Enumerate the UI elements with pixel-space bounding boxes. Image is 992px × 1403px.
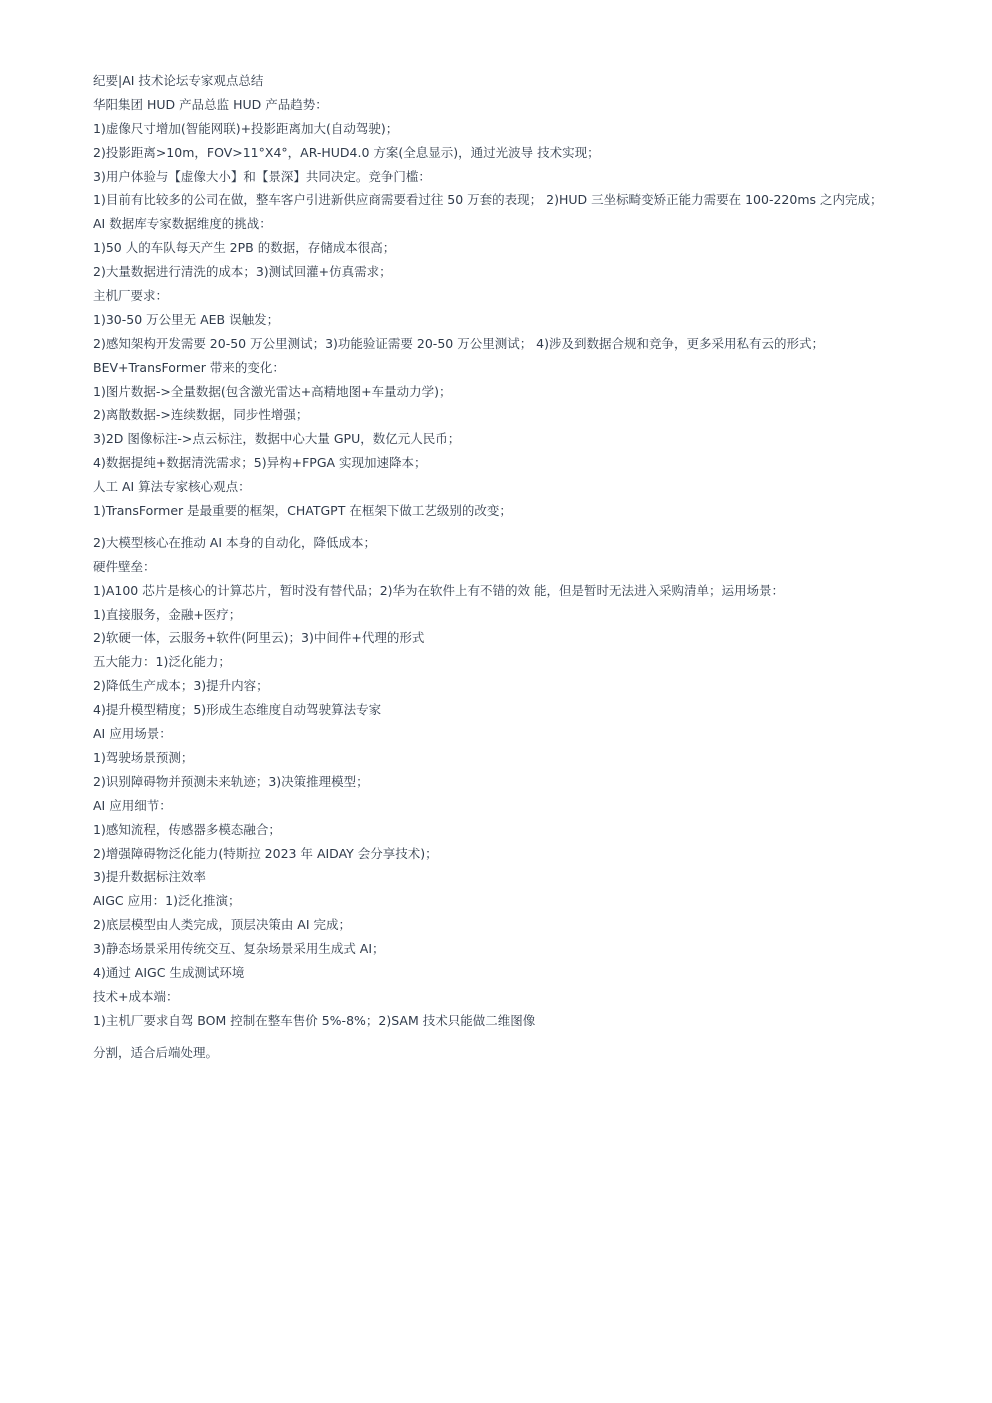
section-heading-oem: 主机厂要求： bbox=[93, 288, 169, 304]
text-line: 1)50 人的车队每天产生 2PB 的数据，存储成本很高； bbox=[93, 240, 396, 256]
section-heading-hardware: 硬件壁垒： bbox=[93, 558, 156, 574]
document-title: 纪要|AI 技术论坛专家观点总结 bbox=[93, 73, 264, 88]
section-heading-ai-details: AI 应用细节： bbox=[93, 797, 172, 813]
text-line: 1)目前有比较多的公司在做，整车客户引进新供应商需要看过往 50 万套的表现； 2)HUD 三坐标畸变矫正能力需要在 100-220ms 之内完成； bbox=[93, 192, 883, 208]
text-line: 4)数据提纯+数据清洗需求；5)异构+FPGA 实现加速降本； bbox=[93, 455, 427, 471]
text-line: 2)离散数据->连续数据，同步性增强； bbox=[93, 407, 309, 423]
text-line: 1)驾驶场景预测； bbox=[93, 749, 194, 765]
section-heading-five-abilities: 五大能力：1)泛化能力； bbox=[93, 654, 231, 670]
text-line: 4)通过 AIGC 生成测试环境 bbox=[93, 964, 245, 980]
text-line: 1)图片数据->全量数据(包含激光雷达+高精地图+车量动力学)； bbox=[93, 383, 452, 399]
section-heading-ai-scenarios: AI 应用场景： bbox=[93, 726, 172, 742]
text-line: 1)A100 芯片是核心的计算芯片，暂时没有替代品；2)华为在软件上有不错的效 能，但是暂时无法进入采购清单；运用场景： bbox=[93, 582, 785, 598]
text-line: 2)识别障碍物并预测未来轨迹；3)决策推理模型； bbox=[93, 773, 369, 789]
section-heading-hud: 华阳集团 HUD 产品总监 HUD 产品趋势： bbox=[93, 96, 328, 112]
text-line: 2)降低生产成本；3)提升内容； bbox=[93, 678, 269, 694]
text-line: 1)30-50 万公里无 AEB 误触发； bbox=[93, 311, 280, 327]
section-heading-bev: BEV+TransFormer 带来的变化： bbox=[93, 359, 285, 375]
text-line: 1)直接服务，金融+医疗； bbox=[93, 606, 242, 622]
text-line: 2)增强障碍物泛化能力(特斯拉 2023 年 AIDAY 会分享技术)； bbox=[93, 845, 438, 861]
text-line: 分割，适合后端处理。 bbox=[93, 1044, 219, 1060]
text-line: 1)虚像尺寸增加(智能网联)+投影距离加大(自动驾驶)； bbox=[93, 120, 399, 136]
text-line: 3)2D 图像标注->点云标注，数据中心大量 GPU，数亿元人民币； bbox=[93, 431, 461, 447]
text-line: 2)感知架构开发需要 20-50 万公里测试；3)功能验证需要 20-50 万公里测试； 4)涉及到数据合规和竞争，更多采用私有云的形式； bbox=[93, 335, 825, 351]
text-line: 3)用户体验与【虚像大小】和【景深】共同决定。竞争门槛： bbox=[93, 168, 431, 184]
text-line: 2)大量数据进行清洗的成本；3)测试回灌+仿真需求； bbox=[93, 264, 392, 280]
section-heading-ai-algorithm: 人工 AI 算法专家核心观点： bbox=[93, 479, 251, 495]
text-line: 2)大模型核心在推动 AI 本身的自动化，降低成本； bbox=[93, 534, 377, 550]
text-line: 4)提升模型精度；5)形成生态维度自动驾驶算法专家 bbox=[93, 702, 382, 718]
text-line: 2)投影距离>10m，FOV>11°X4°，AR-HUD4.0 方案(全息显示)，通过光波导 技术实现； bbox=[93, 144, 600, 160]
text-line: 3)静态场景采用传统交互、复杂场景采用生成式 AI； bbox=[93, 941, 385, 957]
section-heading-data: AI 数据库专家数据维度的挑战： bbox=[93, 216, 272, 232]
text-line: 1)TransFormer 是最重要的框架，CHATGPT 在框架下做工艺级别的改变； bbox=[93, 503, 512, 519]
text-line: 1)感知流程，传感器多模态融合； bbox=[93, 821, 281, 837]
text-line: 2)软硬一体，云服务+软件(阿里云)；3)中间件+代理的形式 bbox=[93, 630, 425, 646]
document-body bbox=[93, 69, 973, 1065]
section-heading-tech-cost: 技术+成本端： bbox=[93, 988, 179, 1004]
text-line: 2)底层模型由人类完成，顶层决策由 AI 完成； bbox=[93, 917, 352, 933]
text-line: 1)主机厂要求自驾 BOM 控制在整车售价 5%-8%；2)SAM 技术只能做二维图像 bbox=[93, 1012, 536, 1028]
section-heading-aigc: AIGC 应用：1)泛化推演； bbox=[93, 893, 241, 909]
text-line: 3)提升数据标注效率 bbox=[93, 869, 206, 885]
